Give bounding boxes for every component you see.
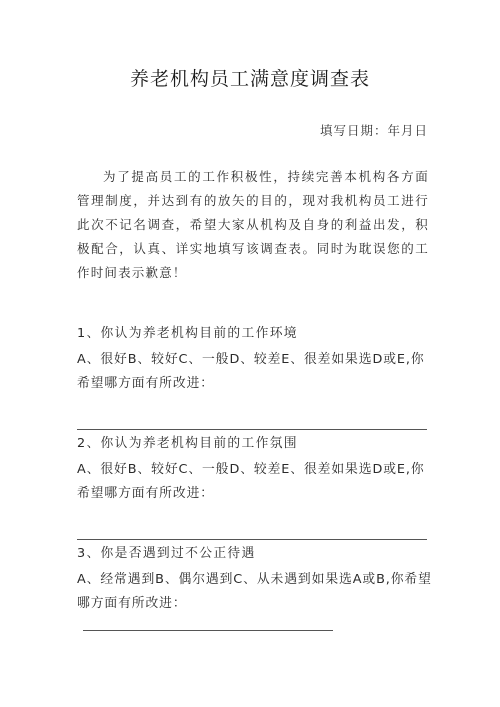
question-1-options: A、很好B、较好C、一般D、较差E、很差如果选D或E,你希望哪方面有所改进： xyxy=(77,352,425,391)
intro-paragraph: 为了提高员工的工作积极性，持续完善本机构各方面管理制度，并达到有的放矢的目的，现对我机构员工进行此次不记名调查，希望大家从机构及自身的利益出发，积极配合，认真、详实地填写该调查表。同时为耽误您的工作时间表示歉意！ xyxy=(77,169,429,280)
question-3-options-wrap xyxy=(77,568,433,640)
question-2-options: A、很好B、较好C、一般D、较差E、很差如果选D或E,你希望哪方面有所改进： xyxy=(77,462,425,501)
document-title: 养老机构员工满意度调查表 xyxy=(129,68,370,90)
question-2-answer-line[interactable] xyxy=(77,539,427,540)
fill-date-label: 填写日期：年月日 xyxy=(319,123,428,138)
question-1-text: 1、你认为养老机构目前的工作环境 xyxy=(77,326,298,341)
question-3-answer-line[interactable] xyxy=(83,616,333,631)
question-2-text: 2、你认为养老机构目前的工作氛围 xyxy=(77,436,298,451)
question-3-options: A、经常遇到B、偶尔遇到C、从未遇到如果选A或B,你希望哪方面有所改进： xyxy=(77,572,432,611)
question-1 xyxy=(77,322,433,396)
question-3 xyxy=(77,542,433,640)
question-1-answer-line[interactable] xyxy=(77,429,427,430)
question-3-text: 3、你是否遇到过不公正待遇 xyxy=(77,546,256,561)
question-2 xyxy=(77,432,433,506)
